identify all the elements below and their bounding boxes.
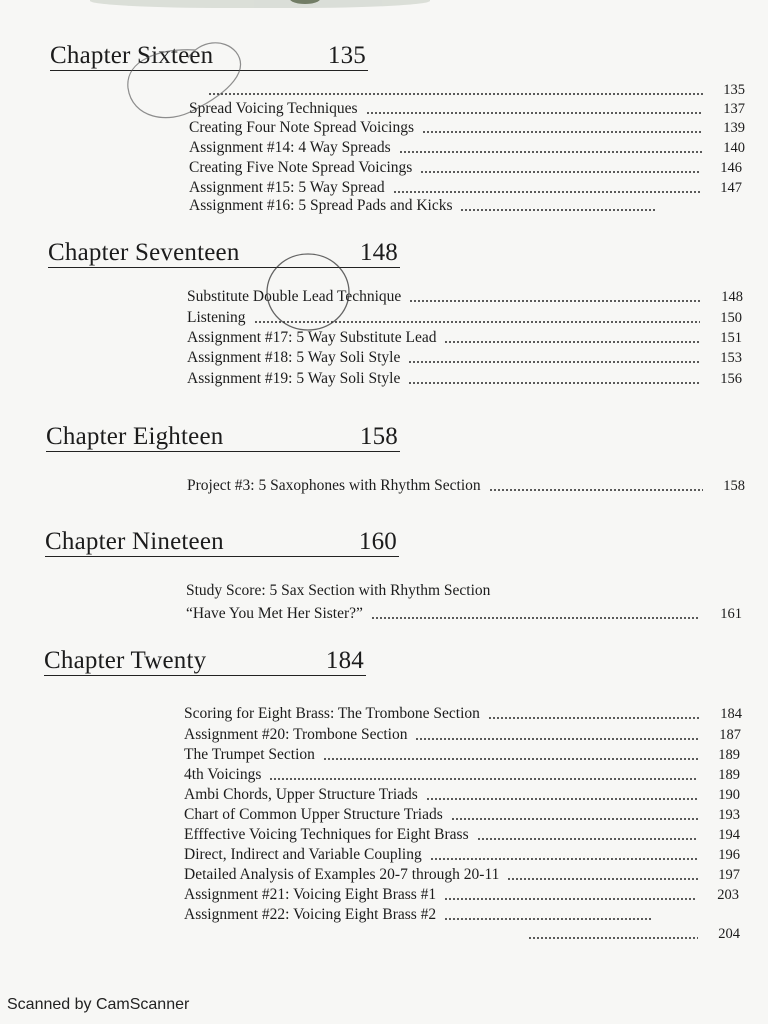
entry-title: Ambi Chords, Upper Structure Triads bbox=[184, 786, 418, 803]
entry-title: Creating Five Note Spread Voicings bbox=[189, 159, 413, 176]
entry-title: Creating Four Note Spread Voicings bbox=[189, 119, 415, 136]
entry-page: 204 bbox=[718, 926, 740, 942]
entry-page: 139 bbox=[723, 120, 745, 136]
entry-title: Assignment #15: 5 Way Spread bbox=[189, 179, 385, 196]
entry-title: “Have You Met Her Sister?” bbox=[186, 605, 363, 622]
entry-title: Scoring for Eight Brass: The Trombone Section bbox=[184, 705, 480, 722]
entry-page: 137 bbox=[723, 101, 745, 117]
entry-page: 150 bbox=[720, 310, 742, 326]
entry-title: Detailed Analysis of Examples 20-7 through 20-11 bbox=[184, 866, 500, 883]
entry-page: 190 bbox=[718, 787, 740, 803]
entry-title: Spread Voicing Techniques bbox=[189, 100, 358, 117]
entry-page: 194 bbox=[718, 827, 740, 843]
entry-title: Direct, Indirect and Variable Coupling bbox=[184, 846, 422, 863]
entry-page: 153 bbox=[720, 350, 742, 366]
entry-title: Assignment #19: 5 Way Soli Style bbox=[187, 370, 401, 387]
entry-page: 156 bbox=[720, 371, 742, 387]
entry-title: Listening bbox=[187, 309, 246, 326]
chapter-title: Chapter Seventeen bbox=[48, 239, 240, 266]
entry-page: 189 bbox=[718, 767, 740, 783]
entry-title: Assignment #22: Voicing Eight Brass #2 bbox=[184, 906, 437, 923]
entry-page: 151 bbox=[720, 330, 742, 346]
entry-title: Project #3: 5 Saxophones with Rhythm Section bbox=[187, 477, 481, 494]
entry-page: 161 bbox=[720, 606, 742, 622]
entry-page: 187 bbox=[719, 727, 741, 743]
entry-title: Chart of Common Upper Structure Triads bbox=[184, 806, 443, 823]
entry-title: Assignment #20: Trombone Section bbox=[184, 726, 408, 743]
entry-title: Assignment #14: 4 Way Spreads bbox=[189, 139, 391, 156]
chapter-page: 184 bbox=[325, 647, 364, 674]
entry-title: Efffective Voicing Techniques for Eight Brass bbox=[184, 826, 469, 843]
entry-title: Assignment #21: Voicing Eight Brass #1 bbox=[184, 886, 437, 903]
chapter-title: Chapter Sixteen bbox=[50, 42, 214, 69]
chapter-title: Chapter Twenty bbox=[44, 647, 207, 674]
entry-page: 135 bbox=[723, 82, 745, 98]
entry-page: 148 bbox=[721, 289, 743, 305]
entry-page: 193 bbox=[718, 807, 740, 823]
pen-circle-mark bbox=[128, 43, 241, 118]
entry-title: Assignment #18: 5 Way Soli Style bbox=[187, 349, 401, 366]
chapter-page: 158 bbox=[359, 423, 398, 450]
chapter-title: Chapter Eighteen bbox=[46, 423, 224, 450]
scanner-watermark: Scanned by CamScanner bbox=[7, 996, 190, 1013]
entry-page: 203 bbox=[717, 887, 739, 903]
entry-page: 189 bbox=[718, 747, 740, 763]
chapter-page: 160 bbox=[358, 528, 397, 555]
entry-page: 197 bbox=[718, 867, 740, 883]
chapter-page: 148 bbox=[359, 239, 398, 266]
entry-title: Substitute Double Lead Technique bbox=[187, 288, 402, 305]
toc-entry-line: Study Score: 5 Sax Section with Rhythm Section bbox=[186, 582, 491, 599]
pen-circle-mark bbox=[267, 254, 349, 330]
entry-page: 196 bbox=[718, 847, 740, 863]
entry-title: The Trumpet Section bbox=[184, 746, 315, 763]
entry-page: 184 bbox=[720, 706, 742, 722]
entry-page: 140 bbox=[723, 140, 745, 156]
entry-title: 4th Voicings bbox=[184, 766, 262, 783]
entry-page: 146 bbox=[720, 160, 742, 176]
chapter-title: Chapter Nineteen bbox=[45, 528, 224, 555]
entry-title: Assignment #16: 5 Spread Pads and Kicks bbox=[189, 197, 453, 214]
chapter-page: 135 bbox=[327, 42, 366, 69]
entry-title: Assignment #17: 5 Way Substitute Lead bbox=[187, 329, 437, 346]
entry-page: 147 bbox=[720, 180, 742, 196]
entry-page: 158 bbox=[723, 478, 745, 494]
